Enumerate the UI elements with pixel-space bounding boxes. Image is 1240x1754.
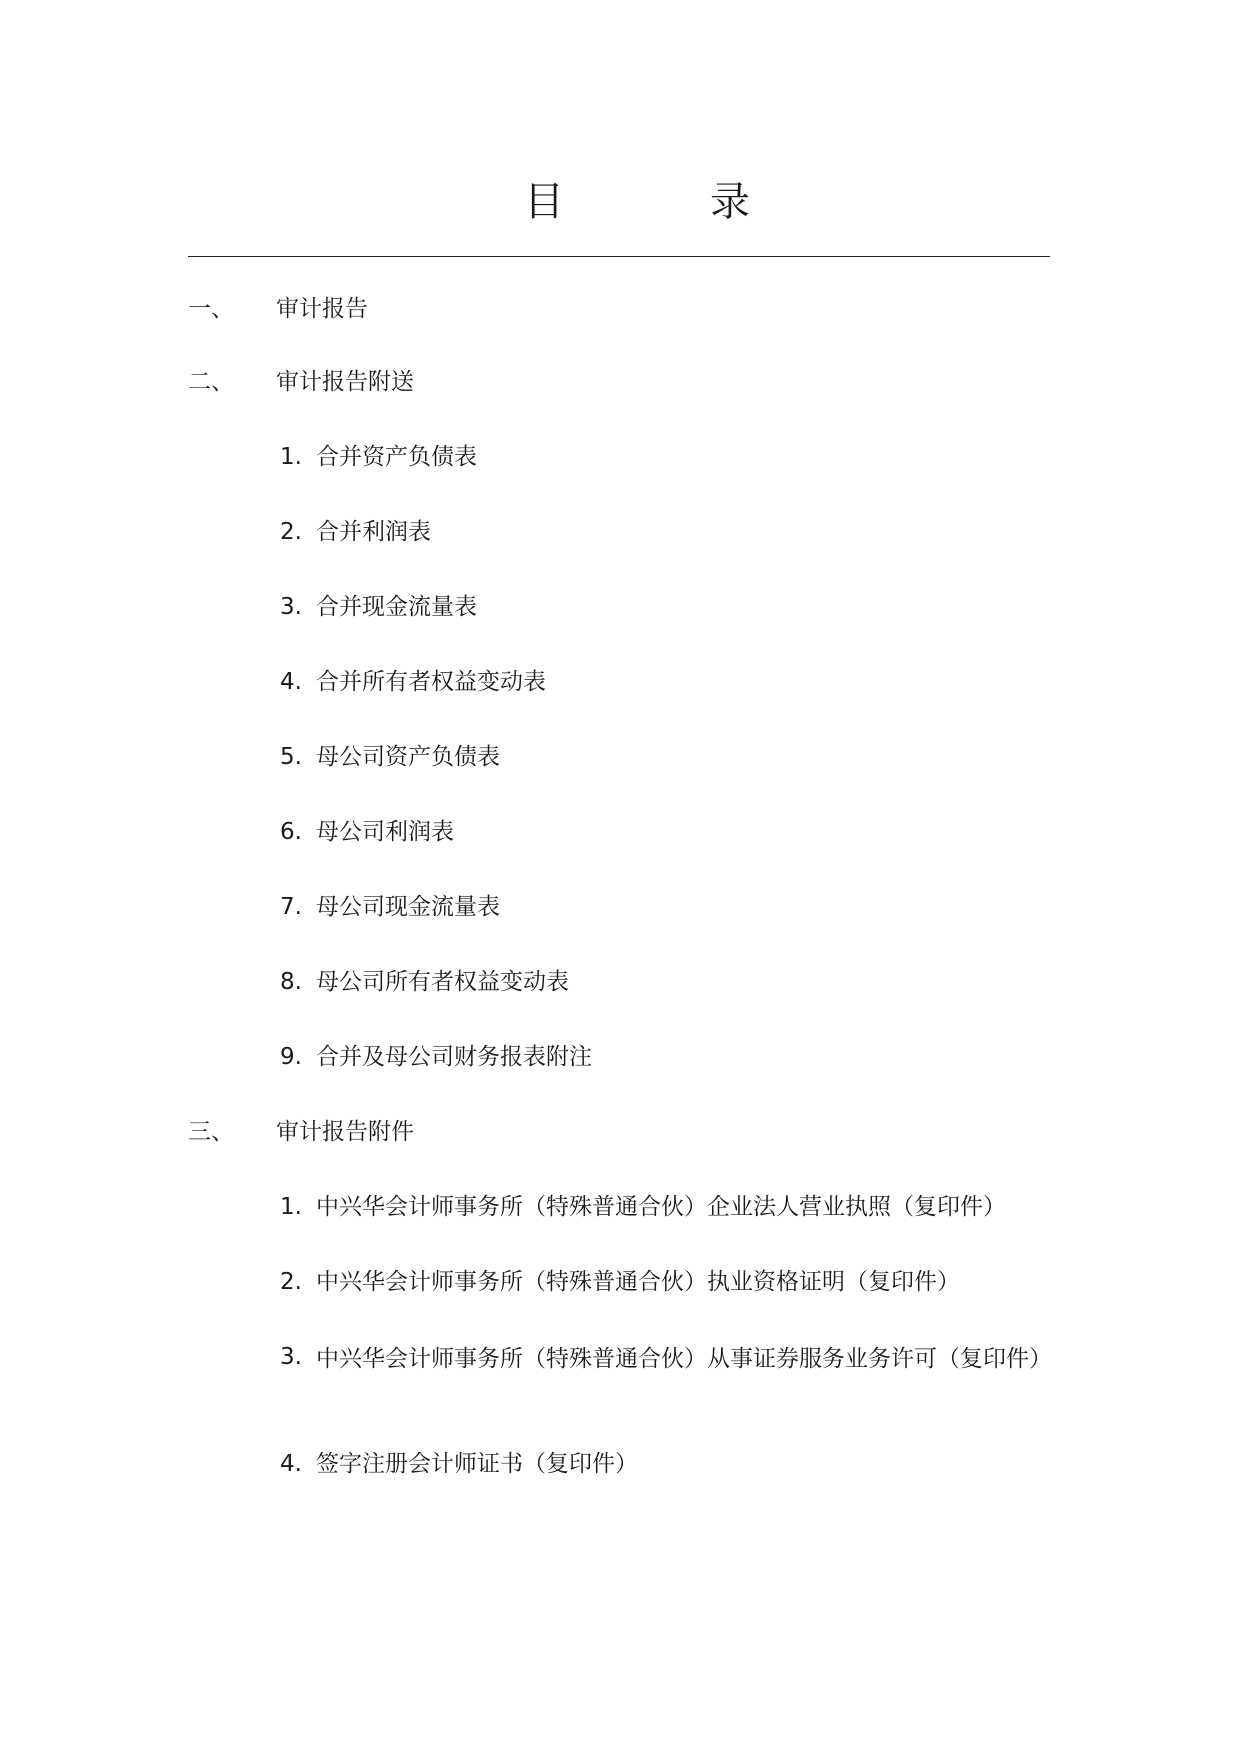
item-number: 9.: [280, 1044, 302, 1070]
section-number: 二、: [188, 369, 234, 395]
item-number: 3.: [280, 594, 302, 620]
section-number: 一、: [188, 296, 234, 322]
section-label: 审计报告附送: [276, 369, 414, 395]
item-number: 3.: [280, 1344, 302, 1370]
item-label: 合并及母公司财务报表附注: [316, 1044, 592, 1070]
item-number: 8.: [280, 969, 302, 995]
item-label: 签字注册会计师证书（复印件）: [316, 1451, 638, 1477]
section-number: 三、: [188, 1119, 234, 1145]
item-number: 2.: [280, 519, 302, 545]
item-label: 母公司所有者权益变动表: [316, 969, 569, 995]
item-label: 中兴华会计师事务所（特殊普通合伙）执业资格证明（复印件）: [316, 1269, 960, 1295]
item-label: 母公司现金流量表: [316, 894, 500, 920]
title-char-2: 录: [710, 179, 750, 225]
item-label: 中兴华会计师事务所（特殊普通合伙）从事证券服务业务许可（复印件）: [316, 1346, 1052, 1372]
item-label: 合并所有者权益变动表: [316, 669, 546, 695]
item-number: 7.: [280, 894, 302, 920]
item-number: 2.: [280, 1269, 302, 1295]
item-label: 母公司利润表: [316, 819, 454, 845]
page-title: [0, 172, 1240, 232]
title-char-1: 目: [524, 179, 564, 225]
item-label: 母公司资产负债表: [316, 744, 500, 770]
section-label: 审计报告附件: [276, 1119, 414, 1145]
item-number: 1.: [280, 444, 302, 470]
item-label: 合并现金流量表: [316, 594, 477, 620]
title-divider: [188, 256, 1050, 257]
item-number: 4.: [280, 669, 302, 695]
item-number: 6.: [280, 819, 302, 845]
item-number: 1.: [280, 1194, 302, 1220]
item-label: 合并资产负债表: [316, 444, 477, 470]
item-number: 5.: [280, 744, 302, 770]
section-label: 审计报告: [276, 296, 368, 322]
item-label: 中兴华会计师事务所（特殊普通合伙）企业法人营业执照（复印件）: [316, 1194, 1006, 1220]
item-number: 4.: [280, 1451, 302, 1477]
item-label: 合并利润表: [316, 519, 431, 545]
